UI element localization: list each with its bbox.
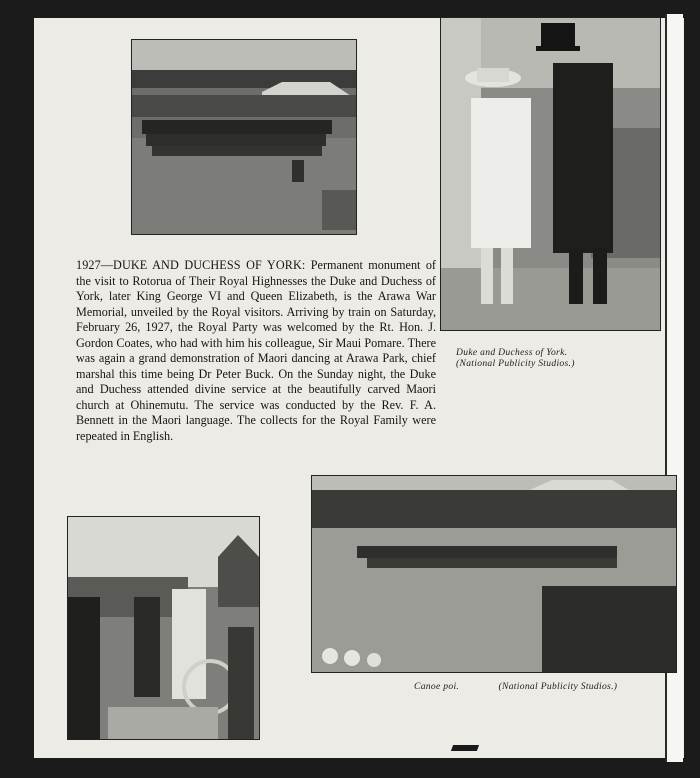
photo-dance-formation: [131, 39, 357, 235]
caption-royal-couple: [456, 347, 575, 369]
caption-canoe-poi-title: Canoe poi.: [414, 681, 460, 692]
photo-memorial-ceremony: [67, 516, 260, 740]
caption-royal-couple-title: Duke and Duchess of York.: [456, 347, 568, 358]
article-text: [76, 258, 436, 444]
photo-canoe-poi: [311, 475, 677, 673]
article-body: Permanent monument of the visit to Rotorua of Their Royal Highnesses the Duke and Duchess of York, later King George VI and Queen Elizabeth, is the Arawa War Memorial, unveiled by the Royal visitors. Arriving by train on Saturday, February 26, 1927, the Royal Party was welcomed by the Rt. Hon. J. Gordon Coates, who had with him his colleague, Sir Maui Pomare. There was again a grand demonstration of Maori dancing at Arawa Park, chief marshal this time being Dr Peter Buck. On the Sunday night, the Duke and Duchess attended divine service at the beautifully carved Maori church at Ohinemutu. The service was conducted by the Rev. F. A. Bennett in the Maori language. The collects for the Royal Family were repeated in English.: [76, 258, 436, 443]
caption-canoe-poi-credit: (National Publicity Studios.): [498, 681, 618, 692]
photo-duke-and-duchess: [440, 17, 661, 331]
caption-royal-couple-credit: (National Publicity Studios.): [456, 358, 575, 369]
caption-canoe-poi: [414, 681, 617, 692]
printer-mark: [451, 745, 479, 751]
article-heading: 1927—DUKE AND DUCHESS OF YORK:: [76, 258, 306, 272]
